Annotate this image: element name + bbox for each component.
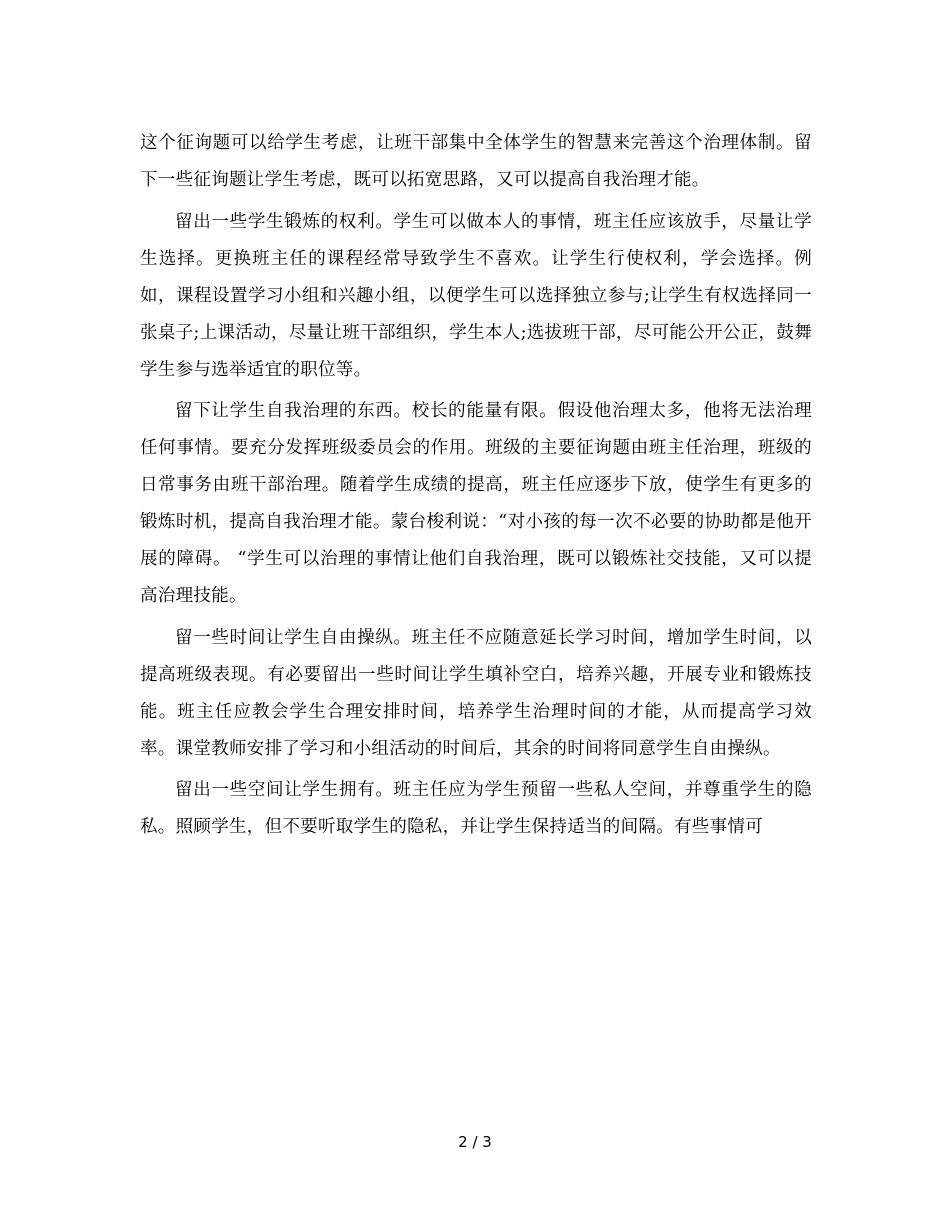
paragraph-2: 留出一些学生锻炼的权利。学生可以做本人的事情，班主任应该放手，尽量让学生选择。更换班主任的课程经常导致学生不喜欢。让学生行使权利，学会选择。例如，课程设置学习小组和兴趣小组，以便学生可以选择独立参与;让学生有权选择同一张桌子;上课活动，尽量让班干部组织，学生本人;选拔班干部，尽可能公开公正，鼓舞学生参与选举适宜的职位等。 <box>140 211 812 380</box>
paragraph-1: 这个征询题可以给学生考虑，让班干部集中全体学生的智慧来完善这个治理体制。留下一些征询题让学生考虑，既可以拓宽思路，又可以提高自我治理才能。 <box>140 133 812 190</box>
page-number: 2 / 3 <box>458 1133 492 1151</box>
paragraph-5: 留出一些空间让学生拥有。班主任应为学生预留一些私人空间，并尊重学生的隐私。照顾学生，但不要听取学生的隐私，并让学生保持适当的间隔。有些事情可 <box>140 780 812 837</box>
document-body <box>140 125 812 851</box>
paragraph-3: 留下让学生自我治理的东西。校长的能量有限。假设他治理太多，他将无法治理任何事情。要充分发挥班级委员会的作用。班级的主要征询题由班主任治理，班级的日常事务由班干部治理。随着学生成绩的提高，班主任应逐步下放，使学生有更多的锻炼时机，提高自我治理才能。蒙台梭利说：“对小孩的每一次不必要的协助都是他开展的障碍。 “学生可以治理的事情让他们自我治理，既可以锻炼社交技能，又可以提高治理技能。 <box>140 401 812 606</box>
paragraph-4: 留一些时间让学生自由操纵。班主任不应随意延长学习时间，增加学生时间，以提高班级表现。有必要留出一些时间让学生填补空白，培养兴趣，开展专业和锻炼技能。班主任应教会学生合理安排时间，培养学生治理时间的才能，从而提高学习效率。课堂教师安排了学习和小组活动的时间后，其余的时间将同意学生自由操纵。 <box>140 627 812 759</box>
